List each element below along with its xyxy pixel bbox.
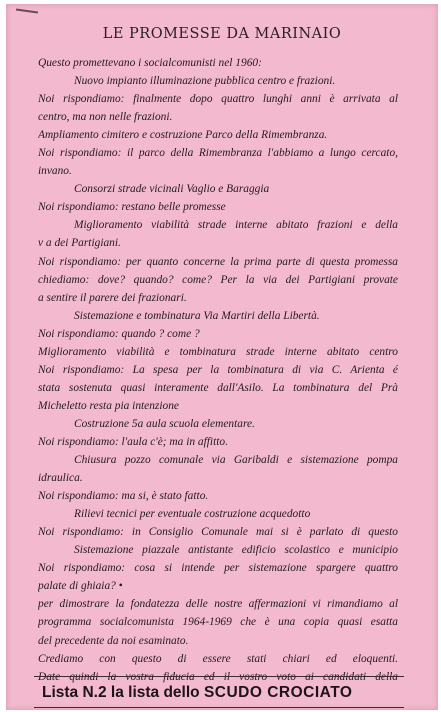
text-line: Noi rispondiamo: cosa si intende per sistemazione spargere quattro [38,562,398,575]
text-line: Noi rispondiamo: La spesa per la tombinatura di via C. Arienta é [38,363,398,376]
text-line: Nuovo impianto illuminazione pubblica centro e frazioni. [74,75,336,88]
text-line: Noi rispondiamo: finalmente dopo quattro lunghi anni è arrivata al [38,93,398,106]
text-line: chiediamo: dove? quando? come? Per la via dei Partigiani provate [38,273,398,286]
text-line: Noi rispondiamo: l'aula c'è; ma in affitto. [38,435,228,448]
text-line: Miglioramento viabilità strade interne abitato frazioni e della [74,219,398,232]
footer-brand: SCUDO CROCIATO [203,684,353,701]
text-line: idraulica. [38,472,83,485]
fold-mark [16,8,38,13]
document-body [38,54,398,686]
footer-rule-top [34,676,404,677]
text-line: Sistemazione piazzale antistante edificio scolastico e municipio [74,544,398,557]
text-line: Questo promettevano i socialcomunisti nel 1960: [38,57,262,69]
footer-rule-bottom [34,707,404,708]
text-line: a sentire il parere dei frazionari. [38,291,187,304]
text-line: stata sostenuta quasi interamente dall'Asilo. La tombinatura del Prà [38,381,398,394]
text-line: palate di ghiaia? • [38,580,123,593]
text-line: Miglioramento viabilità e tombinatura strade interne abitato centro [38,345,398,358]
text-line: Ampliamento cimitero e costruzione Parco della Rimembranza. [38,129,328,142]
text-line: v a dei Partigiani. [38,237,121,250]
text-line: Rilievi tecnici per eventuale costruzione acquedotto [74,508,311,521]
text-line: programma socialcomunista 1964-1969 che è una copia quasi esatta [38,616,398,629]
text-line: Costruzione 5a aula scuola elementare. [74,417,255,430]
footer-lead: Lista N.2 la lista dello [42,684,204,701]
text-line: Noi rispondiamo: per quanto concerne la prima parte di questa promessa [38,255,398,268]
text-line: Noi rispondiamo: in Consiglio Comunale mai si è parlato di questo [38,526,398,539]
text-line: Chiusura pozzo comunale via Garibaldi e sistemazione pompa [74,454,398,467]
text-line: Noi rispondiamo: restano belle promesse [38,201,226,214]
text-line: invano. [38,165,72,178]
text-line: Noi rispondiamo: il parco della Rimembranza l'abbiamo a lungo cercato, [38,147,398,160]
text-line: Noi rispondiamo: quando ? come ? [38,327,200,340]
leaflet-sheet [6,4,438,710]
text-line: Micheletto resta pia intenzione [38,399,179,412]
text-line: Crediamo con questo di essere stati chiari ed eloquenti. [38,652,398,665]
document-title: LE PROMESSE DA MARINAIO [102,26,342,42]
text-line: del precedente da noi esaminato. [38,634,189,647]
footer-slogan [42,684,402,702]
text-line: Sistemazione e tombinatura Via Martiri della Libertà. [74,309,320,322]
text-line: Noi rispondiamo: ma si, è stato fatto. [38,490,209,503]
text-line: Consorzi strade vicinali Vaglio e Baraggia [74,183,270,196]
text-line: per dimostrare la fondatezza delle nostre affermazioni vi rimandiamo al [38,598,398,611]
text-line: centro, ma non nelle frazioni. [38,111,173,124]
